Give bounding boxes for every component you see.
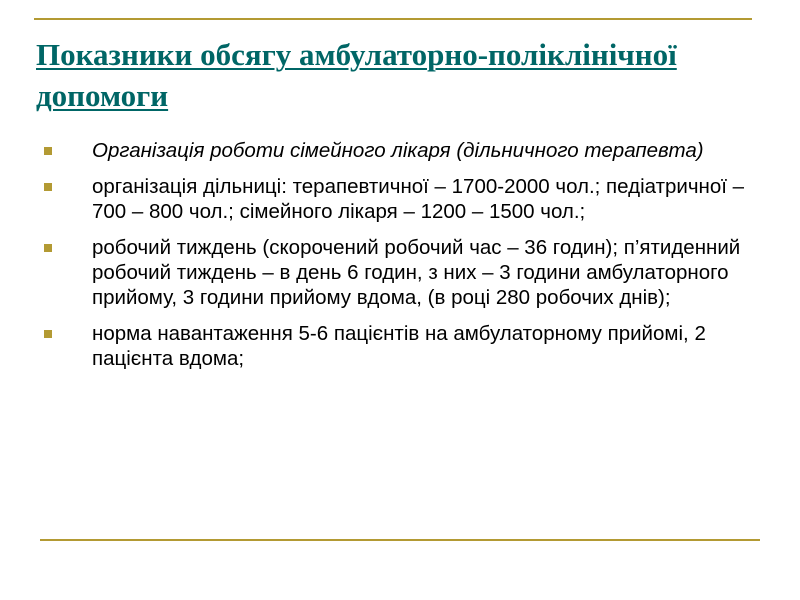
bullet-text: організація дільниці: терапевтичної – 1700-2000 чол.; педіатричної – 700 – 800 чол.; сімейного лікаря – 1200 – 1500 чол.; xyxy=(92,175,745,223)
square-bullet-icon xyxy=(44,244,52,252)
square-bullet-icon xyxy=(44,147,52,155)
bottom-divider-line xyxy=(40,539,760,541)
bullet-item-district-size xyxy=(44,174,764,224)
top-divider-line xyxy=(34,18,752,20)
bullet-item-workload-norm xyxy=(44,321,764,371)
slide-title: Показники обсягу амбулаторно-поліклінічної допомоги xyxy=(36,37,677,113)
bullet-text: норма навантаження 5-6 пацієнтів на амбулаторному прийомі, 2 пацієнта вдома; xyxy=(92,322,706,370)
bullet-text: Організація роботи сімейного лікаря (дільничного терапевта) xyxy=(92,139,704,162)
bullet-text: робочий тиждень (скорочений робочий час – 36 годин); п’ятиденний робочий тиждень – в день 6 годин, з них – 3 години амбулаторного прийому, 3 години прийому вдома, (в році 280 робочих днів); xyxy=(92,236,741,309)
bullet-item-work-week xyxy=(44,235,764,310)
square-bullet-icon xyxy=(44,330,52,338)
bullet-list xyxy=(44,138,764,382)
square-bullet-icon xyxy=(44,183,52,191)
bullet-item-organization xyxy=(44,138,764,163)
